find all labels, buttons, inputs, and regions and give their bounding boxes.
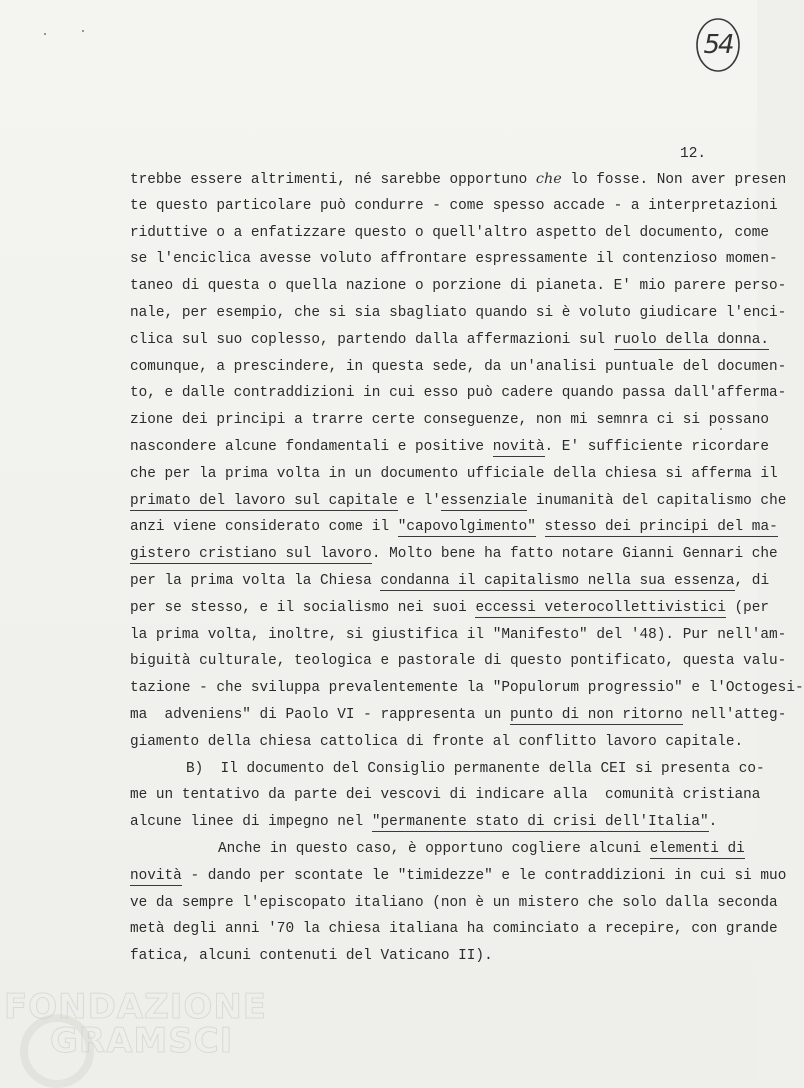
watermark-line-2: GRAMSCI xyxy=(50,1021,234,1061)
text-run: per la prima volta la Chiesa xyxy=(130,572,381,589)
text-line xyxy=(130,166,787,193)
text-run: trebbe essere altrimenti, né sarebbe opportuno xyxy=(130,172,536,188)
text-run: . Molto bene ha fatto notare Gianni Gennari che xyxy=(371,546,778,563)
text-line xyxy=(130,863,787,890)
text-run: clica sul suo coplesso, partendo dalla affermazioni sul xyxy=(130,331,614,348)
text-line xyxy=(130,354,787,381)
text-run: anzi viene considerato come il xyxy=(130,519,398,536)
underlined-phrase: novità xyxy=(130,867,182,884)
underlined-phrase: punto di non ritorno xyxy=(509,706,683,723)
text-line xyxy=(130,193,778,220)
text-line xyxy=(130,300,787,327)
text-line xyxy=(130,809,720,836)
text-run: lo fosse. Non aver presen xyxy=(561,172,787,188)
text-line xyxy=(130,943,720,970)
text-run: ve da sempre l'episcopato italiano (non è un mistero che solo dalla seconda xyxy=(130,894,778,911)
folio-number xyxy=(694,16,742,74)
text-run: - dando per scontate le "timidezze" e le contraddizioni in cui si muo xyxy=(181,867,787,884)
underlined-phrase: elementi di xyxy=(649,840,745,857)
underlined-phrase: "permanente stato di crisi dell'Italia" xyxy=(371,814,709,831)
paper-speck xyxy=(82,30,84,32)
folio-text: 54 xyxy=(703,30,733,60)
typewritten-text xyxy=(130,166,804,970)
text-run: che per la prima volta in un documento ufficiale della chiesa si afferma il xyxy=(130,465,778,482)
text-run: inumanità del capitalismo che xyxy=(527,492,787,509)
text-run: alcune linee di impegno nel xyxy=(130,814,372,831)
text-run: metà degli anni '70 la chiesa italiana ha cominciato a recepire, con grande xyxy=(130,921,778,938)
text-run: biguità culturale, teologica e pastorale di questo pontificato, questa valu- xyxy=(130,653,787,670)
text-run: e l' xyxy=(397,492,441,509)
text-line xyxy=(130,702,787,729)
underlined-phrase: "capovolgimento" xyxy=(397,519,536,536)
text-line xyxy=(130,488,787,515)
text-run: tazione - che sviluppa prevalentemente la "Populorum progressio" e l'Octogesi- xyxy=(130,680,804,697)
text-line xyxy=(130,220,770,247)
text-line xyxy=(130,541,778,568)
text-line xyxy=(130,595,770,622)
underlined-phrase: primato del lavoro sul capitale xyxy=(130,492,398,509)
text-run: giamento della chiesa cattolica di fronte al conflitto lavoro capitale. xyxy=(130,733,744,750)
text-run: nascondere alcune fondamentali e positive xyxy=(130,438,493,455)
text-run: nell'atteg- xyxy=(682,706,787,723)
underlined-phrase: condanna il capitalismo nella sua essenza xyxy=(380,572,735,589)
page-number: 12. xyxy=(680,146,707,162)
underlined-phrase: gistero cristiano sul lavoro xyxy=(130,546,372,563)
text-line xyxy=(130,273,787,300)
handwritten-correction: che xyxy=(535,171,562,187)
text-run: . xyxy=(708,814,718,831)
text-line xyxy=(130,407,770,434)
text-run: B) Il documento del Consiglio permanente della CEI si presenta co- xyxy=(186,760,765,777)
paper-speck xyxy=(720,428,722,430)
watermark xyxy=(4,987,268,1061)
watermark-line-1: FONDAZIONE xyxy=(4,987,268,1027)
text-line xyxy=(130,514,778,541)
text-run: te questo particolare può condurre - come spesso accade - a interpretazioni xyxy=(130,197,778,214)
text-run: comunque, a prescindere, in questa sede, da un'analisi puntuale del documen- xyxy=(130,358,787,375)
text-run: fatica, alcuni contenuti del Vaticano II). xyxy=(130,948,493,965)
text-run: se l'enciclica avesse voluto affrontare espressamente il contenzioso momen- xyxy=(130,251,778,268)
underlined-phrase: stesso dei principi del ma- xyxy=(544,519,778,536)
text-line xyxy=(130,916,778,943)
text-run: la prima volta, inoltre, si giustifica il "Manifesto" del '48). Pur nell'am- xyxy=(130,626,787,643)
text-run: , di xyxy=(734,572,770,589)
text-line xyxy=(130,246,778,273)
text-line xyxy=(130,568,770,595)
text-run: nale, per esempio, che si sia sbagliato quando si è voluto giudicare l'enci- xyxy=(130,304,787,321)
text-run: (per xyxy=(725,599,770,616)
text-line xyxy=(130,836,745,863)
text-run: Anche in questo caso, è opportuno cogliere alcuni xyxy=(218,840,650,857)
text-run: taneo di questa o quella nazione o porzione di pianeta. E' mio parere perso- xyxy=(130,278,787,295)
text-line xyxy=(130,434,770,461)
text-run: me un tentativo da parte dei vescovi di indicare alla comunità cristiana xyxy=(130,787,761,804)
underlined-phrase: novità xyxy=(492,438,545,455)
text-line xyxy=(130,327,770,354)
underlined-phrase: essenziale xyxy=(440,492,528,509)
text-run: . E' sufficiente ricordare xyxy=(544,438,770,455)
text-run: to, e dalle contraddizioni in cui esso può cadere quando passa dall'afferma- xyxy=(130,385,787,402)
text-line xyxy=(130,675,804,702)
text-run: per se stesso, e il socialismo nei suoi xyxy=(130,599,476,616)
text-line xyxy=(130,461,778,488)
text-run xyxy=(536,519,545,535)
text-line xyxy=(130,729,744,756)
underlined-phrase: eccessi veterocollettivistici xyxy=(475,599,726,616)
text-line xyxy=(130,622,787,649)
text-line xyxy=(130,782,761,809)
text-line xyxy=(130,890,778,917)
text-run: riduttive o a enfatizzare questo o quell'altro aspetto del documento, come xyxy=(130,224,770,241)
underlined-phrase: ruolo della donna. xyxy=(613,331,770,348)
text-line xyxy=(130,756,765,783)
text-line xyxy=(130,380,787,407)
text-line xyxy=(130,648,787,675)
text-run: zione dei principi a trarre certe conseguenze, non mi semnra ci si possano xyxy=(130,412,770,429)
paper-speck xyxy=(44,33,46,35)
text-run: ma adveniens" di Paolo VI - rappresenta un xyxy=(130,706,510,723)
